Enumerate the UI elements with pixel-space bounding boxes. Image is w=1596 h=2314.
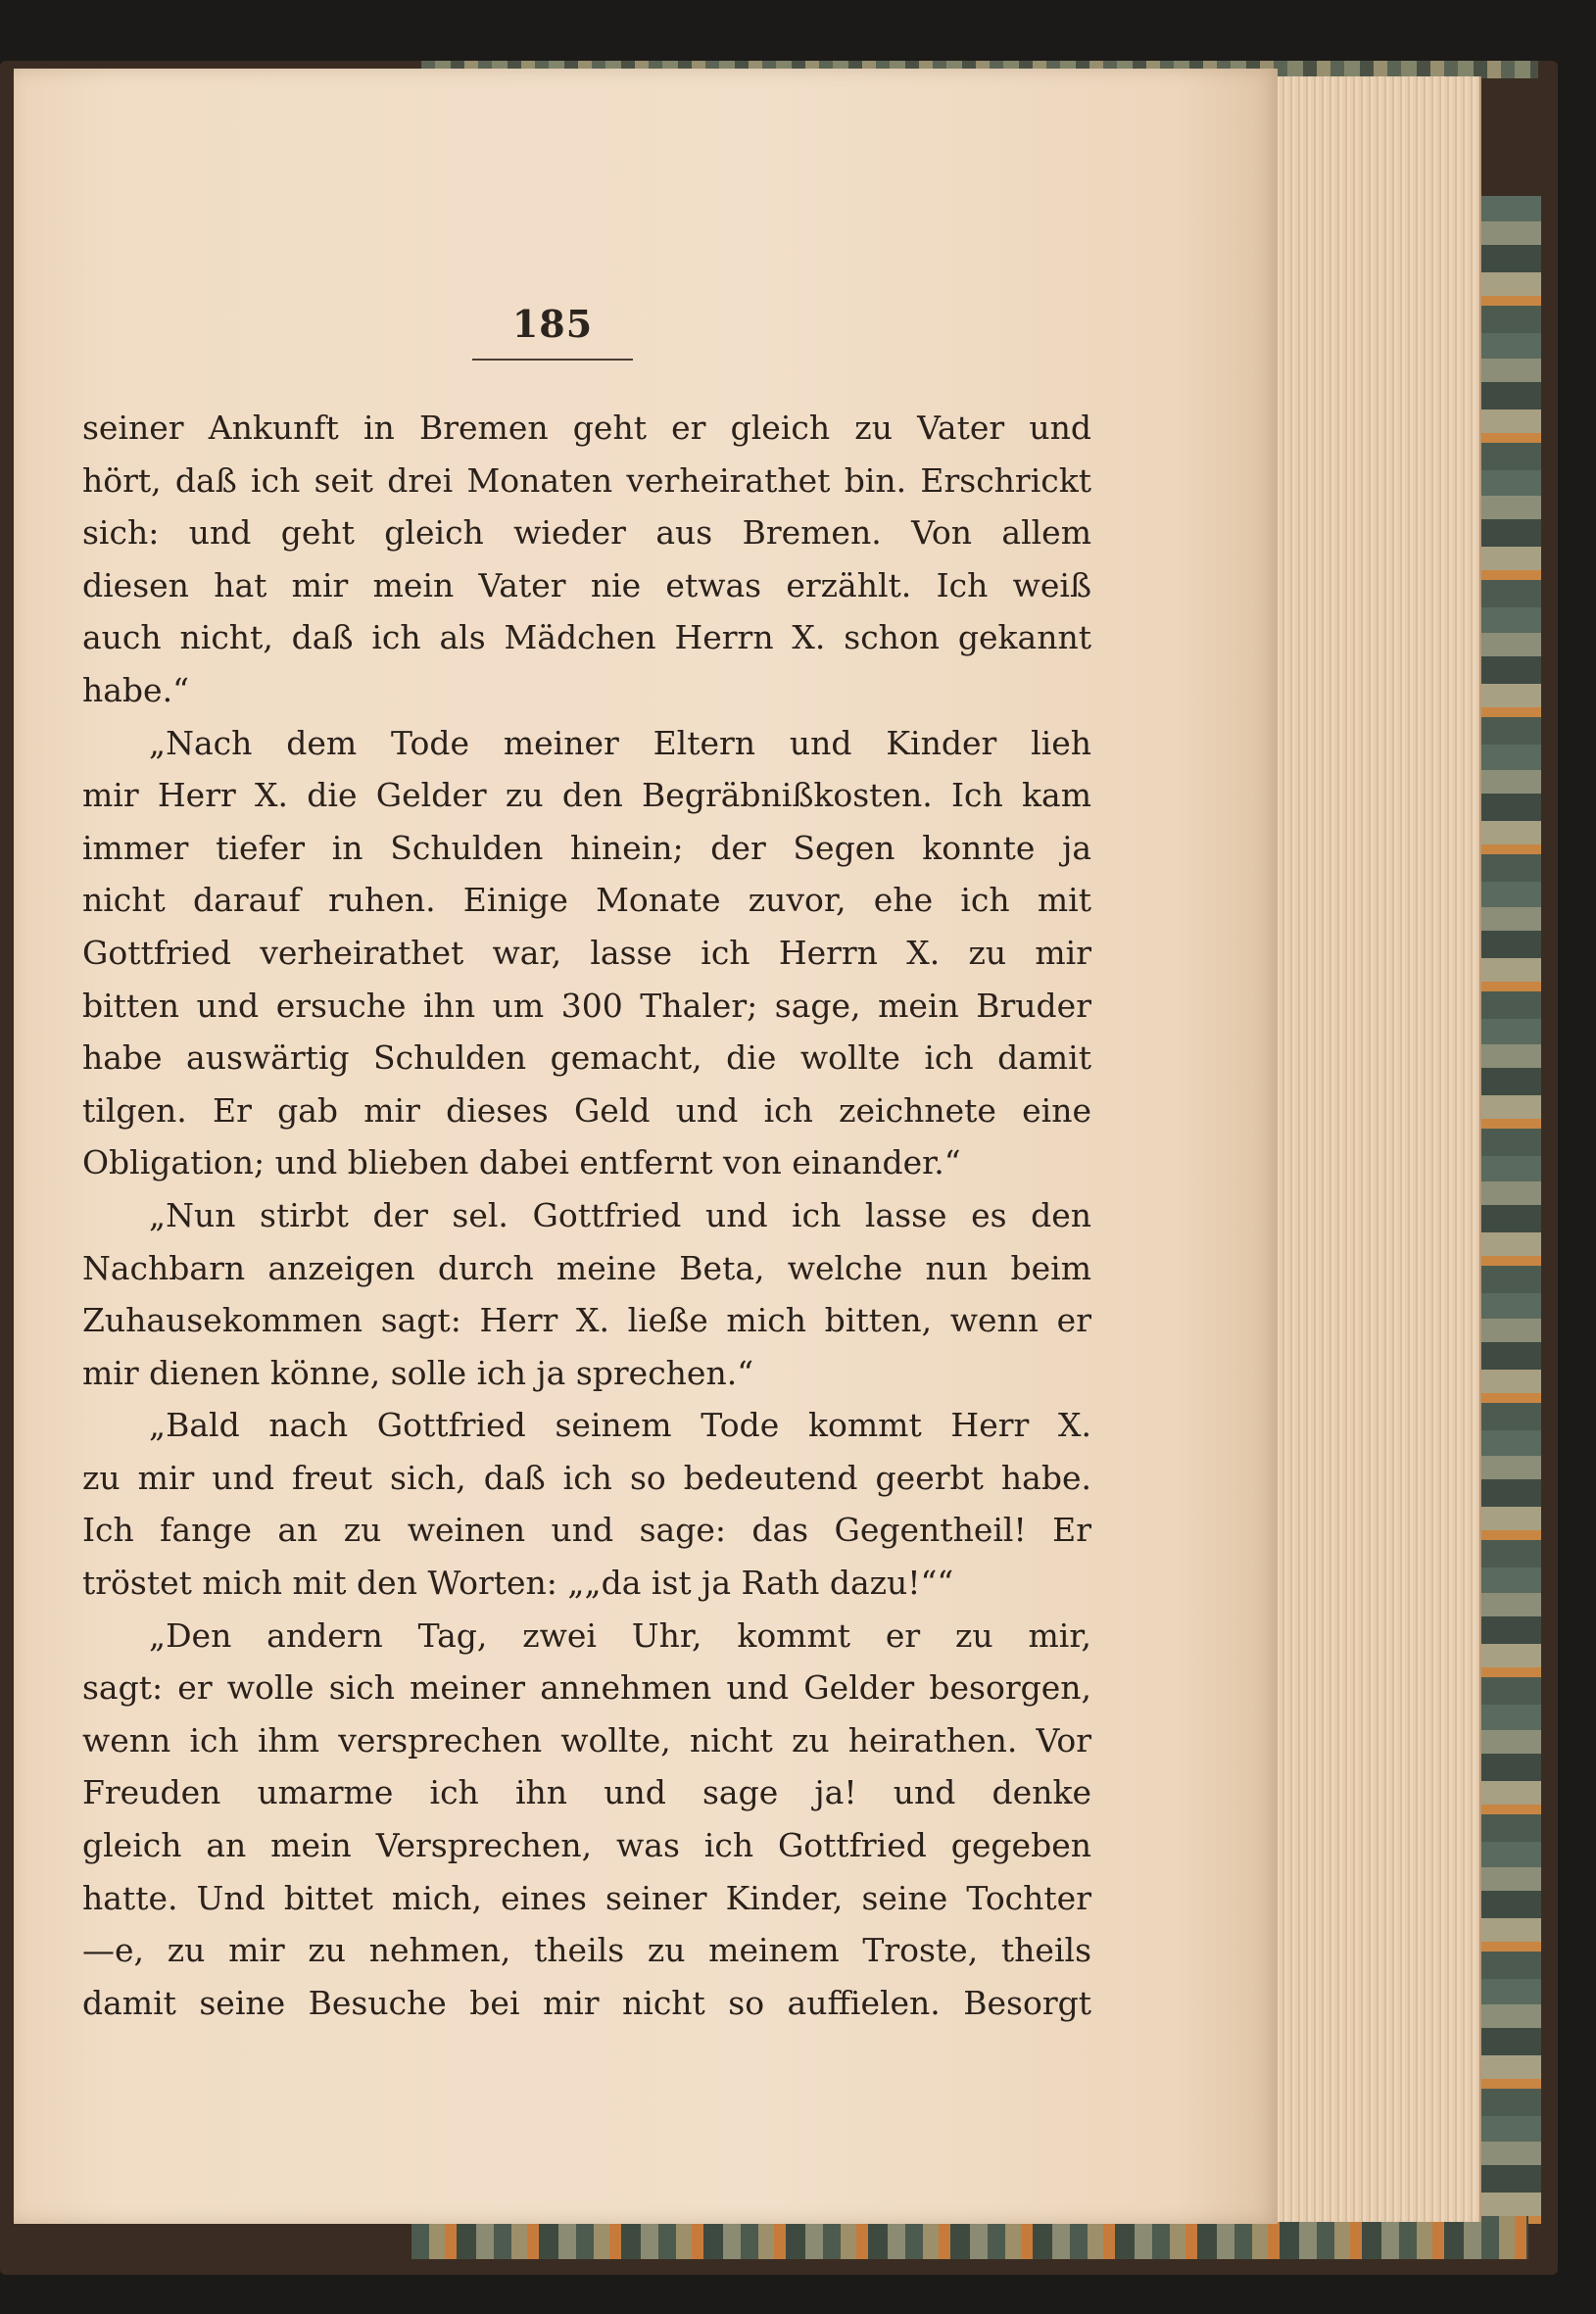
text-line: damit seine Besuche bei mir nicht so auffielen. Besorgt [82,1983,1091,2022]
text-line: Obligation; und blieben dabei entfernt von einander.“ [82,1143,961,1182]
text-line: hatte. Und bittet mich, eines seiner Kinder, seine Tochter [82,1878,1091,1917]
page-stack-edges [1264,76,1481,2222]
text-line: „Nun stirbt der sel. Gottfried und ich lasse es den [149,1195,1091,1234]
text-line: seiner Ankunft in Bremen geht er gleich zu Vater und [82,409,1091,447]
text-line: Gottfried verheirathet war, lasse ich Herrn X. zu mir [82,933,1091,972]
text-line: sich: und geht gleich wieder aus Bremen. Von allem [82,513,1091,553]
text-line: mir dienen könne, solle ich ja sprechen.“ [82,1353,754,1392]
text-line: —e, zu mir zu nehmen, theils zu meinem Troste, theils [82,1931,1091,1970]
page-number-rule [472,359,633,361]
text-line: habe auswärtig Schulden gemacht, die wollte ich damit [82,1038,1091,1078]
text-line: wenn ich ihm versprechen wollte, nicht zu heirathen. Vor [82,1720,1091,1760]
text-line: tröstet mich mit den Worten: „„da ist ja Rath dazu!““ [82,1564,954,1603]
text-line: „Bald nach Gottfried seinem Tode kommt Herr X. [149,1406,1091,1445]
text-line: gleich an mein Versprechen, was ich Gottfried gegeben [82,1826,1091,1865]
page-number: 185 [511,302,594,346]
text-line: auch nicht, daß ich als Mädchen Herrn X. schon gekannt [82,618,1091,657]
text-line: hört, daß ich seit drei Monaten verheirathet bin. Erschrickt [82,460,1091,500]
text-line: „Den andern Tag, zwei Uhr, kommt er zu mir, [149,1615,1091,1655]
text-line: „Nach dem Tode meiner Eltern und Kinder lieh [149,723,1091,762]
text-line: habe.“ [82,670,189,709]
text-line: Zuhausekommen sagt: Herr X. ließe mich bitten, wenn er [82,1301,1091,1340]
text-line: Ich fange an zu weinen und sage: das Gegentheil! Er [82,1511,1091,1550]
text-line: tilgen. Er gab mir dieses Geld und ich zeichnete eine [82,1090,1091,1130]
text-line: Nachbarn anzeigen durch meine Beta, welche nun beim [82,1248,1091,1287]
text-line: zu mir und freut sich, daß ich so bedeutend geerbt habe. [82,1458,1091,1497]
text-line: sagt: er wolle sich meiner annehmen und Gelder besorgen, [82,1668,1091,1708]
body-text [82,402,1091,2029]
text-line: nicht darauf ruhen. Einige Monate zuvor, ehe ich mit [82,881,1091,920]
book-page [14,69,1278,2224]
text-line: mir Herr X. die Gelder zu den Begräbnißkosten. Ich kam [82,776,1091,815]
text-line: Freuden umarme ich ihn und sage ja! und denke [82,1773,1091,1812]
text-line: bitten und ersuche ihn um 300 Thaler; sage, mein Bruder [82,986,1091,1025]
text-line: diesen hat mir mein Vater nie etwas erzählt. Ich weiß [82,565,1091,604]
text-line: immer tiefer in Schulden hinein; der Segen konnte ja [82,828,1091,867]
